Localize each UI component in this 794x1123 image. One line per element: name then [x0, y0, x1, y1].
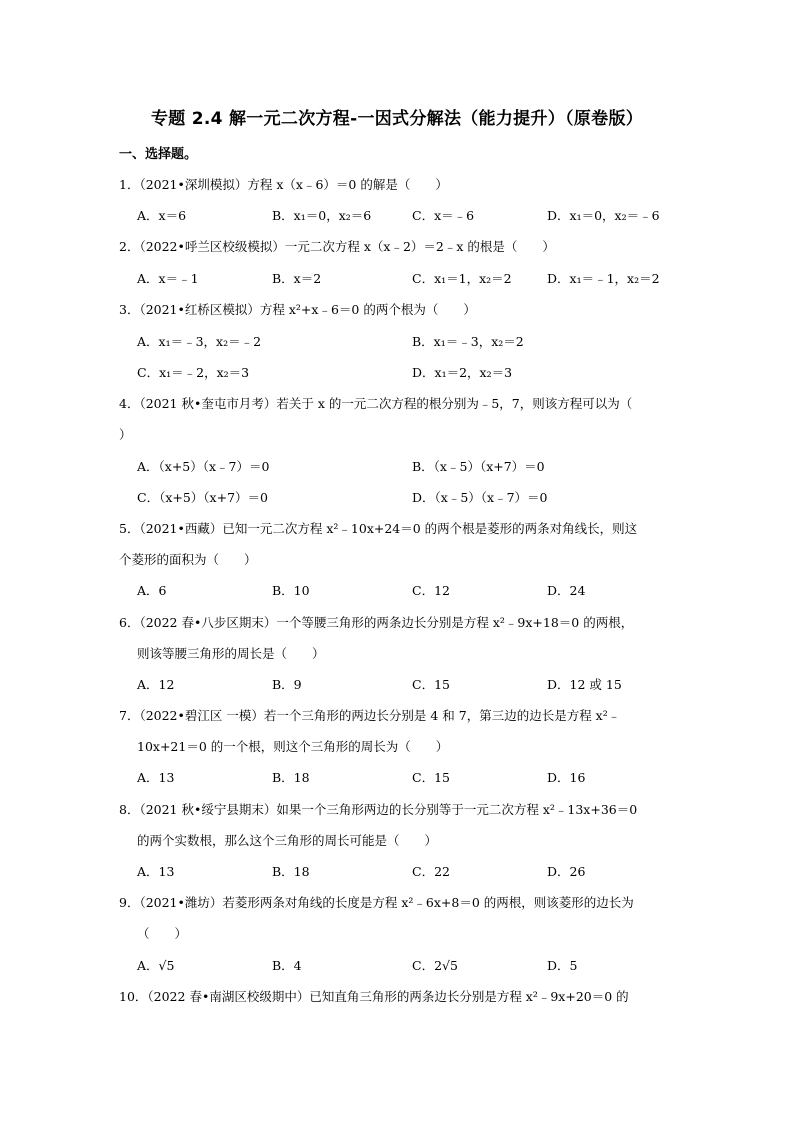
- option-c: C．x₁＝1，x₂＝2: [412, 271, 512, 286]
- option-b: B．（x﹣5）（x+7）＝0: [412, 459, 545, 474]
- option-d: D．x₁＝﹣1，x₂＝2: [547, 271, 660, 286]
- option-d: D．（x﹣5）（x﹣7）＝0: [412, 490, 548, 505]
- question-10: 10．（2022 春•南湖区校级期中）已知直角三角形的两条边长分别是方程 x²﹣9x+20＝0 的: [119, 989, 629, 1004]
- question-8-continued: 的两个实数根，那么这个三角形的周长可能是（ ）: [137, 833, 438, 848]
- option-d: D．x₁＝0，x₂＝﹣6: [547, 208, 660, 223]
- option-c: C．（x+5）（x+7）＝0: [137, 490, 268, 505]
- option-b: B．18: [272, 770, 310, 785]
- option-b: B．x＝2: [272, 271, 322, 286]
- question-9: 9．（2021•潍坊）若菱形两条对角线的长度是方程 x²﹣6x+8＝0 的两根，则该菱形的边长为: [119, 895, 634, 910]
- question-7-continued: 10x+21＝0 的一个根，则这个三角形的周长为（ ）: [137, 739, 449, 754]
- option-d: D．16: [547, 770, 586, 785]
- question-5-continued: 个菱形的面积为（ ）: [119, 552, 257, 567]
- question-2: 2．（2022•呼兰区校级模拟）一元二次方程 x（x﹣2）＝2﹣x 的根是（ ）: [119, 239, 555, 254]
- question-9-continued: （ ）: [137, 926, 188, 941]
- option-b: B．x₁＝﹣3，x₂＝2: [412, 334, 524, 349]
- question-4-continued: ）: [119, 427, 132, 442]
- option-c: C．x＝﹣6: [412, 208, 475, 223]
- option-d: D．26: [547, 864, 586, 879]
- section-heading: 一、选择题。: [119, 147, 198, 162]
- option-d: D．12 或 15: [547, 677, 622, 692]
- option-b: B．10: [272, 583, 310, 598]
- option-c: C．12: [412, 583, 450, 598]
- option-a: A．√5: [137, 958, 175, 973]
- question-3: 3．（2021•红桥区模拟）方程 x²+x﹣6＝0 的两个根为（ ）: [119, 302, 476, 317]
- option-c: C．15: [412, 677, 450, 692]
- option-b: B．4: [272, 958, 302, 973]
- option-c: C．15: [412, 770, 450, 785]
- option-a: A．13: [137, 770, 175, 785]
- question-6: 6．（2022 春•八步区期末）一个等腰三角形的两条边长分别是方程 x²﹣9x+18＝0 的两根，: [119, 615, 634, 630]
- option-b: B．18: [272, 864, 310, 879]
- option-b: B．x₁＝0，x₂＝6: [272, 208, 372, 223]
- question-1: 1．（2021•深圳模拟）方程 x（x﹣6）＝0 的解是（ ）: [119, 177, 448, 192]
- option-a: A．x＝6: [137, 208, 187, 223]
- option-a: A．x＝﹣1: [137, 271, 199, 286]
- page-title: 专题 2.4 解一元二次方程-一因式分解法（能力提升）（原卷版）: [150, 109, 644, 129]
- option-a: A．x₁＝﹣3，x₂＝﹣2: [137, 334, 262, 349]
- question-6-continued: 则该等腰三角形的周长是（ ）: [137, 646, 325, 661]
- option-c: C．x₁＝﹣2，x₂＝3: [137, 365, 250, 380]
- option-a: A．12: [137, 677, 175, 692]
- option-d: D．x₁＝2，x₂＝3: [412, 365, 513, 380]
- option-b: B．9: [272, 677, 302, 692]
- option-a: A．（x+5）（x﹣7）＝0: [137, 459, 270, 474]
- option-d: D．24: [547, 583, 586, 598]
- option-a: A．6: [137, 583, 167, 598]
- option-d: D．5: [547, 958, 578, 973]
- question-4: 4．（2021 秋•奎屯市月考）若关于 x 的一元二次方程的根分别为﹣5，7，则该方程可以为（: [119, 396, 633, 411]
- option-a: A．13: [137, 864, 175, 879]
- question-8: 8．（2021 秋•绥宁县期末）如果一个三角形两边的长分别等于一元二次方程 x²﹣13x+36＝0: [119, 802, 638, 817]
- option-c: C．2√5: [412, 958, 458, 973]
- question-5: 5．（2021•西藏）已知一元二次方程 x²﹣10x+24＝0 的两个根是菱形的两条对角线长，则这: [119, 521, 638, 536]
- question-7: 7．（2022•碧江区 一模）若一个三角形的两边长分别是 4 和 7，第三边的边长是方程 x²﹣: [119, 708, 621, 723]
- option-c: C．22: [412, 864, 450, 879]
